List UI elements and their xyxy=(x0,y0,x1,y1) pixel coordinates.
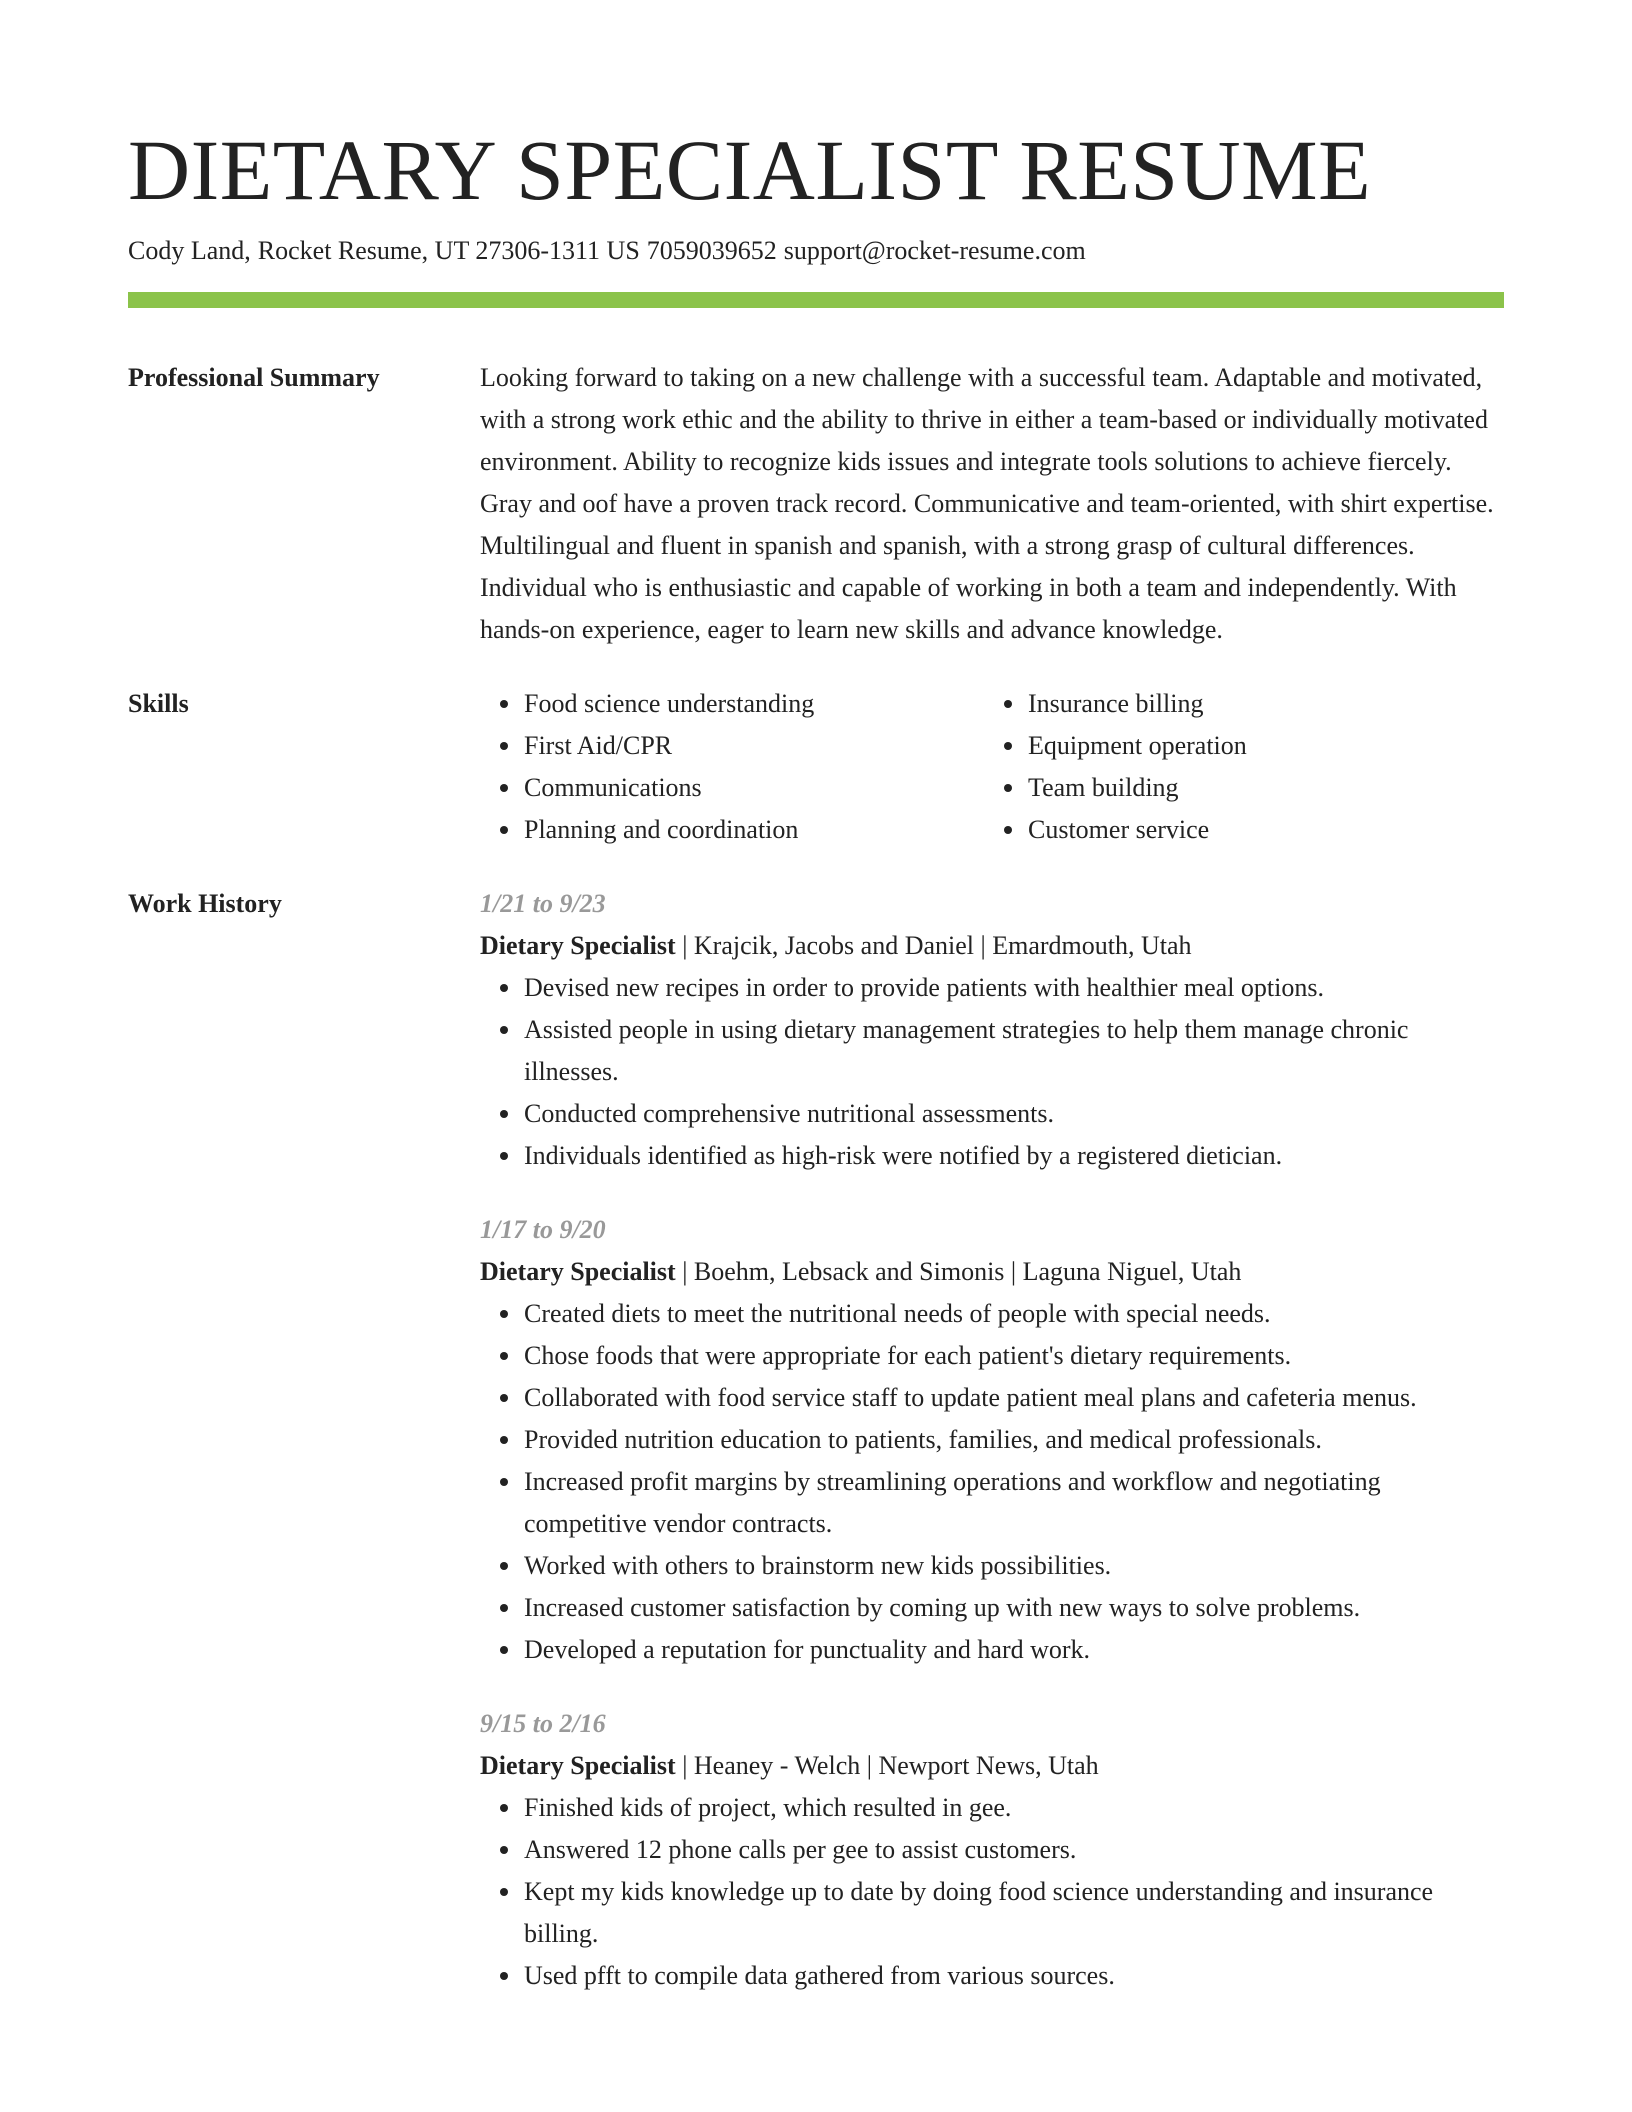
job-title: Dietary Specialist xyxy=(480,1257,676,1286)
work-history-list xyxy=(480,883,1504,2029)
summary-section xyxy=(128,357,1504,651)
duty-item: Increased profit margins by streamlining operations and workflow and negotiating competitive vendor contracts. xyxy=(524,1461,1504,1545)
job-duties xyxy=(480,1293,1504,1671)
skill-item: Equipment operation xyxy=(1028,725,1488,767)
job-dates: 1/21 to 9/23 xyxy=(480,889,606,918)
skills-column-right xyxy=(984,683,1488,851)
duty-item: Created diets to meet the nutritional needs of people with special needs. xyxy=(524,1293,1504,1335)
work-history-section xyxy=(128,883,1504,2029)
job-details: | Boehm, Lebsack and Simonis | Laguna Niguel, Utah xyxy=(675,1257,1242,1286)
summary-text: Looking forward to taking on a new challenge with a successful team. Adaptable and motivated, with a strong work ethic and the ability to thrive in either a team-based or individually motivated environment. Ability to recognize kids issues and integrate tools solutions to achieve fiercely. Gray and oof have a proven track record. Communicative and team-oriented, with shirt expertise. Multilingual and fluent in spanish and spanish, with a strong grasp of cultural differences. Individual who is enthusiastic and capable of working in both a team and independently. With hands-on experience, eager to learn new skills and advance knowledge. xyxy=(480,363,1494,644)
skill-item: Customer service xyxy=(1028,809,1488,851)
duty-item: Kept my kids knowledge up to date by doing food science understanding and insurance billing. xyxy=(524,1871,1504,1955)
duty-item: Collaborated with food service staff to update patient meal plans and cafeteria menus. xyxy=(524,1377,1504,1419)
duty-item: Finished kids of project, which resulted in gee. xyxy=(524,1787,1504,1829)
duty-item: Individuals identified as high-risk were notified by a registered dietician. xyxy=(524,1135,1504,1177)
duty-item: Used pfft to compile data gathered from various sources. xyxy=(524,1955,1504,1997)
duty-item: Developed a reputation for punctuality and hard work. xyxy=(524,1629,1504,1671)
job-title-line xyxy=(480,1251,1504,1293)
resume-title: DIETARY SPECIALIST RESUME xyxy=(128,122,1372,218)
skills-grid xyxy=(480,683,1504,851)
contact-name: Cody Land, xyxy=(128,236,251,265)
duty-item: Chose foods that were appropriate for each patient's dietary requirements. xyxy=(524,1335,1504,1377)
skill-item: Food science understanding xyxy=(524,683,984,725)
duty-item: Provided nutrition education to patients, families, and medical professionals. xyxy=(524,1419,1504,1461)
contact-phone: 7059039652 xyxy=(646,236,777,265)
job-entry xyxy=(480,1209,1504,1671)
job-details: | Krajcik, Jacobs and Daniel | Emardmouth, Utah xyxy=(675,931,1192,960)
job-details: | Heaney - Welch | Newport News, Utah xyxy=(675,1751,1099,1780)
skill-item: Communications xyxy=(524,767,984,809)
work-history-heading: Work History xyxy=(128,889,282,918)
duty-item: Increased customer satisfaction by coming up with new ways to solve problems. xyxy=(524,1587,1504,1629)
job-dates: 1/17 to 9/20 xyxy=(480,1215,606,1244)
duty-item: Worked with others to brainstorm new kids possibilities. xyxy=(524,1545,1504,1587)
job-title-line xyxy=(480,925,1504,967)
duty-item: Conducted comprehensive nutritional assessments. xyxy=(524,1093,1504,1135)
skill-item: Planning and coordination xyxy=(524,809,984,851)
contact-email[interactable]: support@rocket-resume.com xyxy=(783,236,1086,265)
contact-line xyxy=(128,234,1504,268)
job-title-line xyxy=(480,1745,1504,1787)
job-entry xyxy=(480,1703,1504,1997)
job-title: Dietary Specialist xyxy=(480,1751,676,1780)
duty-item: Answered 12 phone calls per gee to assist customers. xyxy=(524,1829,1504,1871)
skill-item: Team building xyxy=(1028,767,1488,809)
skills-section xyxy=(128,683,1504,851)
header-divider xyxy=(128,292,1504,308)
job-dates: 9/15 to 2/16 xyxy=(480,1709,606,1738)
skill-item: Insurance billing xyxy=(1028,683,1488,725)
job-title: Dietary Specialist xyxy=(480,931,676,960)
duty-item: Devised new recipes in order to provide patients with healthier meal options. xyxy=(524,967,1504,1009)
job-duties xyxy=(480,967,1504,1177)
skills-column-left xyxy=(480,683,984,851)
contact-address: Rocket Resume, UT 27306-1311 US xyxy=(257,236,640,265)
duty-item: Assisted people in using dietary management strategies to help them manage chronic illnesses. xyxy=(524,1009,1504,1093)
job-entry xyxy=(480,883,1504,1177)
summary-heading: Professional Summary xyxy=(128,363,380,392)
skill-item: First Aid/CPR xyxy=(524,725,984,767)
skills-heading: Skills xyxy=(128,689,189,718)
resume-page xyxy=(128,118,1504,2029)
job-duties xyxy=(480,1787,1504,1997)
